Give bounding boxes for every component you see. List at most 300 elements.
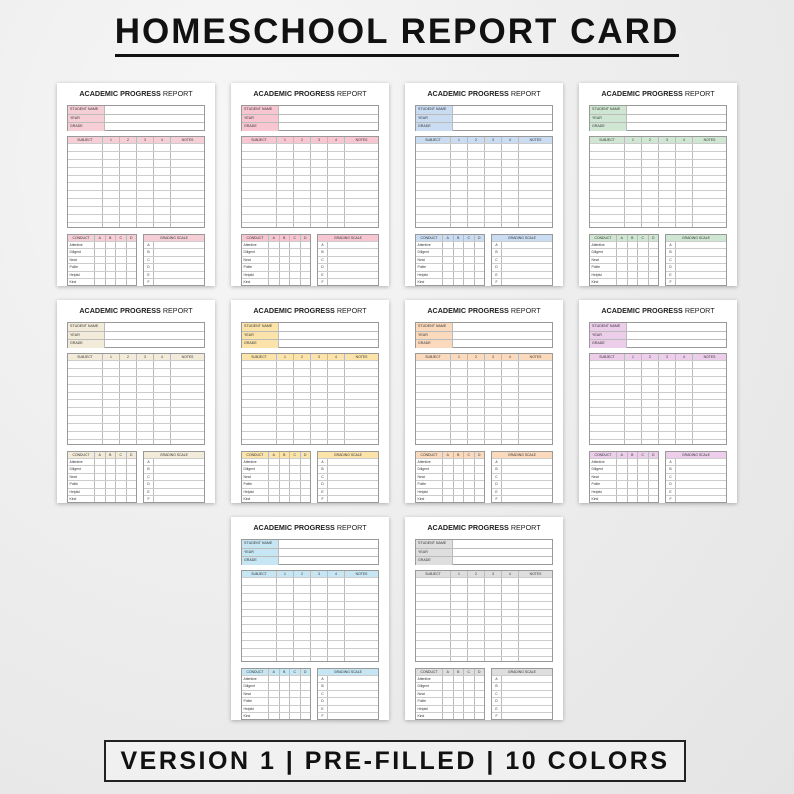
subject-cell	[344, 393, 378, 400]
subject-cell	[293, 594, 310, 601]
subject-row	[416, 360, 552, 368]
subject-cell	[450, 385, 467, 392]
subject-cell	[675, 400, 692, 407]
conduct-cell	[268, 257, 279, 263]
subject-row	[590, 151, 726, 159]
subject-cell	[68, 152, 102, 159]
conduct-header-cell: C	[115, 235, 126, 241]
subject-cell	[327, 207, 344, 214]
subject-cell	[416, 602, 450, 609]
subject-row	[242, 151, 378, 159]
subject-cell	[153, 377, 170, 384]
subject-cell	[484, 168, 501, 175]
grading-row	[492, 473, 552, 480]
info-value	[626, 332, 726, 340]
subject-header-cell: 2	[293, 137, 310, 143]
card-title-bold: ACADEMIC PROGRESS	[427, 306, 509, 315]
conduct-item: Attentive	[417, 677, 431, 681]
grade-letter: A	[669, 243, 672, 247]
subject-table-header	[68, 137, 204, 143]
subject-cell	[484, 625, 501, 632]
subject-cell	[501, 641, 518, 648]
subject-cell	[153, 191, 170, 198]
conduct-header-cell: B	[279, 452, 290, 458]
conduct-cell	[289, 474, 300, 480]
subject-cell	[276, 440, 293, 445]
subject-cell	[518, 578, 552, 585]
subject-cell	[692, 215, 726, 222]
subject-cell	[450, 215, 467, 222]
conduct-cell	[94, 481, 105, 487]
grading-row	[492, 256, 552, 263]
conduct-cell	[289, 466, 300, 472]
grading-row	[318, 697, 378, 704]
subject-cell	[276, 144, 293, 151]
subject-row	[590, 222, 726, 228]
subject-header-cell: 4	[327, 354, 344, 360]
subject-cell	[344, 400, 378, 407]
subject-cell	[344, 617, 378, 624]
conduct-cell	[616, 496, 627, 502]
grading-title: GRADING SCALE	[160, 453, 188, 457]
conduct-cell	[268, 496, 279, 502]
subject-cell	[310, 586, 327, 593]
conduct-row	[416, 248, 484, 255]
subject-cell	[242, 199, 276, 206]
student-info-row	[68, 106, 204, 114]
card-title-light: REPORT	[336, 89, 367, 98]
conduct-item: Diligent	[417, 467, 429, 472]
grading-row	[318, 495, 378, 502]
conduct-cell	[94, 242, 105, 248]
subject-cell	[276, 408, 293, 415]
subject-cell	[293, 369, 310, 376]
subject-cell	[136, 152, 153, 159]
grade-letter: D	[669, 265, 672, 270]
subject-header-cell: 1	[276, 137, 293, 143]
subject-cell	[170, 377, 204, 384]
subject-cell	[484, 377, 501, 384]
conduct-cell	[442, 481, 453, 487]
subject-cell	[467, 440, 484, 445]
conduct-cell	[268, 713, 279, 719]
subject-cell	[484, 207, 501, 214]
student-info-row	[68, 339, 204, 348]
conduct-grading-section	[241, 668, 379, 720]
conduct-cell	[627, 474, 638, 480]
subject-cell	[641, 176, 658, 183]
subject-cell	[501, 369, 518, 376]
conduct-row	[416, 465, 484, 472]
conduct-cell	[289, 257, 300, 263]
conduct-cell	[126, 242, 137, 248]
grading-title: GRADING SCALE	[334, 670, 362, 674]
subject-cell	[501, 602, 518, 609]
subject-cell	[276, 385, 293, 392]
conduct-cell	[300, 279, 311, 285]
subject-cell	[242, 649, 276, 656]
subject-row	[416, 159, 552, 167]
subject-cell	[641, 369, 658, 376]
subject-cell	[658, 207, 675, 214]
subject-cell	[624, 215, 641, 222]
info-label: YEAR	[416, 115, 452, 123]
subject-cell	[641, 361, 658, 368]
subject-row	[416, 431, 552, 439]
subject-row	[590, 214, 726, 222]
subject-cell	[450, 641, 467, 648]
grade-range	[327, 459, 378, 465]
subject-cell	[450, 207, 467, 214]
card-title-light: REPORT	[510, 523, 541, 532]
subject-cell	[276, 361, 293, 368]
subject-cell	[692, 223, 726, 228]
subject-cell	[102, 183, 119, 190]
subject-cell	[68, 199, 102, 206]
subject-cell	[276, 641, 293, 648]
student-info-row	[68, 114, 204, 123]
subject-cell	[344, 144, 378, 151]
subject-cell	[153, 207, 170, 214]
subject-cell	[327, 625, 344, 632]
conduct-cell	[279, 474, 290, 480]
grade-range	[327, 683, 378, 689]
card-title-light: REPORT	[162, 89, 193, 98]
subject-cell	[416, 649, 450, 656]
subject-cell	[119, 183, 136, 190]
conduct-item: Neat	[69, 474, 77, 479]
info-label: GRADE	[242, 557, 278, 565]
subject-cell	[450, 377, 467, 384]
subject-cell	[624, 385, 641, 392]
page-title	[0, 12, 794, 57]
subject-cell	[692, 385, 726, 392]
grade-range	[501, 459, 552, 465]
subject-cell	[242, 393, 276, 400]
subject-cell	[590, 144, 624, 151]
conduct-item: Neat	[591, 474, 599, 479]
conduct-cell	[474, 459, 485, 465]
grading-row	[666, 458, 726, 465]
conduct-row	[590, 488, 658, 495]
subject-cell	[658, 377, 675, 384]
grade-range	[327, 676, 378, 682]
subject-cell	[242, 223, 276, 228]
conduct-cell	[300, 459, 311, 465]
grade-letter: E	[669, 272, 672, 277]
subject-cell	[590, 408, 624, 415]
grade-letter: E	[147, 272, 150, 277]
conduct-row	[590, 465, 658, 472]
subject-row	[590, 159, 726, 167]
conduct-item: Kind	[417, 496, 425, 501]
conduct-cell	[279, 249, 290, 255]
subject-cell	[293, 176, 310, 183]
subject-cell	[658, 144, 675, 151]
subject-cell	[68, 432, 102, 439]
conduct-row	[68, 271, 136, 278]
conduct-cell	[105, 272, 116, 278]
conduct-header-cell: A	[268, 235, 279, 241]
grading-row	[318, 690, 378, 697]
report-card-blue	[405, 83, 563, 286]
conduct-cell	[474, 481, 485, 487]
subject-header-cell: SUBJECT	[425, 138, 441, 142]
grade-letter: E	[495, 272, 498, 277]
subject-cell	[327, 602, 344, 609]
subject-cell	[242, 168, 276, 175]
grade-range	[675, 242, 726, 248]
subject-cell	[136, 440, 153, 445]
grade-range	[501, 466, 552, 472]
subject-cell	[327, 400, 344, 407]
grading-title: GRADING SCALE	[160, 236, 188, 240]
grading-header	[144, 235, 204, 241]
subject-row	[590, 182, 726, 190]
grade-range	[501, 706, 552, 712]
conduct-cell	[474, 698, 485, 704]
conduct-item: Helpful	[417, 489, 429, 494]
subject-cell	[153, 144, 170, 151]
subject-cell	[450, 152, 467, 159]
conduct-cell	[115, 242, 126, 248]
subject-cell	[501, 183, 518, 190]
conduct-cell	[115, 474, 126, 480]
grade-range	[501, 279, 552, 285]
grade-range	[501, 676, 552, 682]
subject-cell	[327, 385, 344, 392]
subject-row	[242, 198, 378, 206]
subject-header-cell: 2	[119, 137, 136, 143]
subject-row	[68, 431, 204, 439]
subject-cell	[675, 393, 692, 400]
conduct-table	[415, 234, 485, 286]
subject-header-cell: 2	[293, 571, 310, 577]
subject-cell	[136, 416, 153, 423]
subject-cell	[501, 215, 518, 222]
conduct-item: Attentive	[591, 243, 605, 247]
conduct-cell	[453, 459, 464, 465]
conduct-item: Helpful	[591, 272, 603, 277]
subject-cell	[518, 385, 552, 392]
subject-cell	[450, 578, 467, 585]
conduct-row	[68, 488, 136, 495]
subject-cell	[518, 199, 552, 206]
subject-cell	[416, 144, 450, 151]
conduct-cell	[442, 496, 453, 502]
subject-cell	[327, 160, 344, 167]
conduct-header-cell: D	[300, 452, 311, 458]
subject-cell	[450, 602, 467, 609]
subject-cell	[501, 633, 518, 640]
subject-row	[242, 431, 378, 439]
conduct-cell	[648, 474, 659, 480]
conduct-row	[416, 697, 484, 704]
conduct-cell	[300, 257, 311, 263]
grading-title: GRADING SCALE	[508, 236, 536, 240]
grade-letter: B	[495, 467, 498, 472]
student-info-row	[242, 106, 378, 114]
conduct-cell	[279, 264, 290, 270]
conduct-cell	[115, 481, 126, 487]
subject-cell	[310, 594, 327, 601]
conduct-cell	[463, 676, 474, 682]
subject-cell	[102, 385, 119, 392]
subject-row	[68, 415, 204, 423]
conduct-item: Helpful	[417, 272, 429, 277]
subject-row	[416, 616, 552, 624]
conduct-header-cell: C	[115, 452, 126, 458]
subject-header-cell: 4	[501, 354, 518, 360]
conduct-row	[590, 256, 658, 263]
subject-cell	[102, 160, 119, 167]
grade-range	[675, 481, 726, 487]
conduct-header-cell: D	[300, 669, 311, 675]
subject-cell	[136, 215, 153, 222]
subject-cell	[467, 416, 484, 423]
subject-cell	[467, 424, 484, 431]
grade-range	[675, 459, 726, 465]
subject-cell	[675, 183, 692, 190]
subject-cell	[675, 424, 692, 431]
subject-cell	[344, 594, 378, 601]
subject-table-header	[416, 354, 552, 360]
subject-cell	[153, 440, 170, 445]
subject-cell	[293, 223, 310, 228]
subject-cell	[692, 176, 726, 183]
subject-cell	[484, 633, 501, 640]
conduct-header	[68, 235, 136, 241]
conduct-cell	[94, 264, 105, 270]
subject-cell	[692, 207, 726, 214]
subject-cell	[293, 578, 310, 585]
conduct-header-cell: B	[279, 669, 290, 675]
subject-cell	[518, 215, 552, 222]
subject-cell	[344, 191, 378, 198]
conduct-cell	[289, 713, 300, 719]
conduct-cell	[442, 459, 453, 465]
subject-cell	[416, 369, 450, 376]
subject-cell	[484, 215, 501, 222]
conduct-cell	[94, 466, 105, 472]
conduct-cell	[279, 242, 290, 248]
grading-row	[666, 480, 726, 487]
subject-row	[416, 423, 552, 431]
subject-header-cell: 1	[102, 354, 119, 360]
subject-cell	[102, 432, 119, 439]
page-title-text: HOMESCHOOL REPORT CARD	[115, 12, 680, 57]
subject-cell	[518, 207, 552, 214]
subject-cell	[467, 215, 484, 222]
subject-row	[416, 593, 552, 601]
subject-cell	[153, 160, 170, 167]
subject-cell	[310, 408, 327, 415]
grade-range	[675, 474, 726, 480]
grading-row	[492, 263, 552, 270]
subject-header-cell: 4	[501, 571, 518, 577]
conduct-cell	[474, 249, 485, 255]
conduct-row	[242, 458, 310, 465]
grade-range	[327, 242, 378, 248]
subject-cell	[450, 440, 467, 445]
conduct-cell	[268, 489, 279, 495]
card-title	[415, 300, 553, 322]
conduct-row	[416, 473, 484, 480]
subject-cell	[102, 400, 119, 407]
subject-cell	[293, 191, 310, 198]
subject-cell	[242, 633, 276, 640]
conduct-cell	[648, 481, 659, 487]
info-label: STUDENT NAME	[242, 323, 278, 331]
subject-cell	[327, 657, 344, 662]
grading-row	[492, 495, 552, 502]
conduct-row	[242, 682, 310, 689]
card-title-bold: ACADEMIC PROGRESS	[79, 89, 161, 98]
subject-cell	[484, 586, 501, 593]
subject-row	[416, 392, 552, 400]
grading-row	[144, 465, 204, 472]
conduct-row	[242, 675, 310, 682]
subject-cell	[518, 586, 552, 593]
conduct-row	[242, 241, 310, 248]
subject-cell	[416, 393, 450, 400]
subject-row	[68, 407, 204, 415]
subject-row	[242, 609, 378, 617]
subject-cell	[467, 400, 484, 407]
subject-cell	[242, 424, 276, 431]
subject-cell	[484, 578, 501, 585]
subject-cell	[327, 633, 344, 640]
subject-cell	[501, 199, 518, 206]
info-label: GRADE	[416, 123, 452, 131]
subject-cell	[484, 160, 501, 167]
subject-cell	[136, 176, 153, 183]
card-title-light: REPORT	[684, 89, 715, 98]
conduct-cell	[648, 264, 659, 270]
subject-cell	[102, 408, 119, 415]
subject-cell	[590, 416, 624, 423]
grade-letter: C	[495, 257, 498, 262]
conduct-cell	[115, 272, 126, 278]
subject-row	[590, 384, 726, 392]
subject-cell	[641, 393, 658, 400]
subject-cell	[170, 432, 204, 439]
subject-cell	[136, 223, 153, 228]
subject-table	[241, 136, 379, 228]
conduct-header-cell: B	[453, 452, 464, 458]
subject-header-cell: 3	[136, 354, 153, 360]
conduct-cell	[637, 272, 648, 278]
subject-cell	[692, 361, 726, 368]
subject-cell	[293, 152, 310, 159]
conduct-cell	[637, 489, 648, 495]
subject-cell	[310, 168, 327, 175]
conduct-cell	[279, 713, 290, 719]
subject-cell	[501, 657, 518, 662]
conduct-cell	[463, 489, 474, 495]
subject-cell	[467, 602, 484, 609]
subject-cell	[276, 617, 293, 624]
grading-scale-table	[491, 451, 553, 503]
subject-cell	[692, 424, 726, 431]
grade-range	[675, 264, 726, 270]
conduct-cell	[627, 481, 638, 487]
subject-cell	[102, 199, 119, 206]
subject-row	[590, 190, 726, 198]
subject-cell	[242, 610, 276, 617]
subject-header-cell: 4	[327, 571, 344, 577]
subject-cell	[293, 385, 310, 392]
